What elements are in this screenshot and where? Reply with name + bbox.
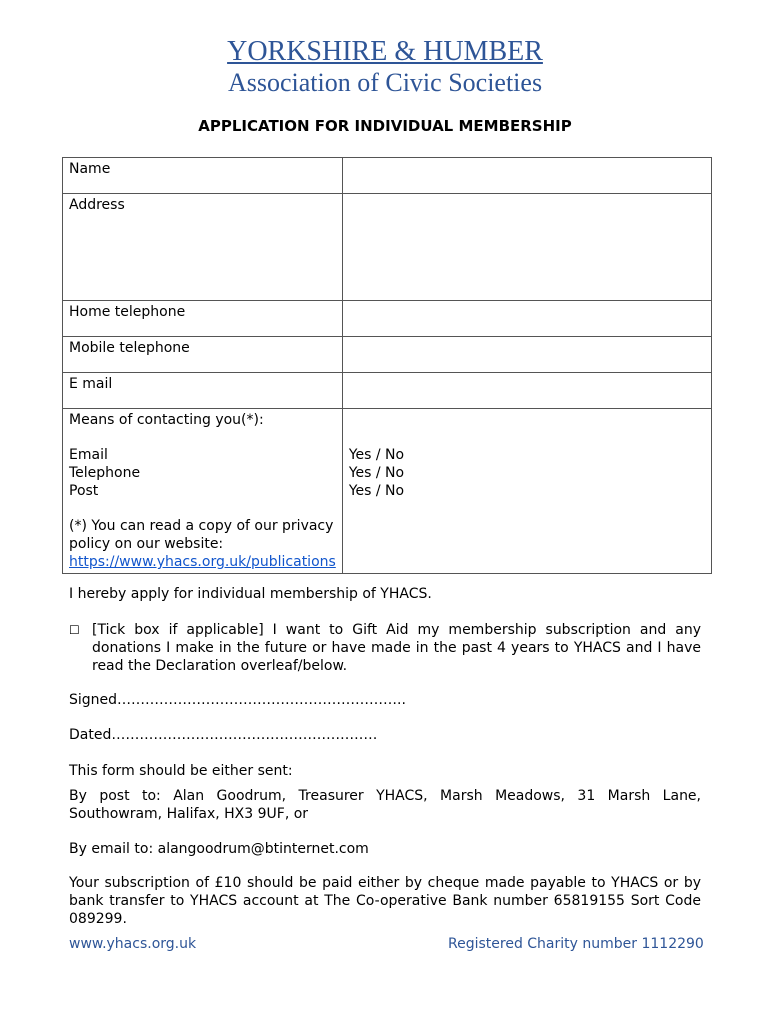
gift-aid-checkbox[interactable]: ☐ — [69, 623, 80, 637]
gift-aid-text: [Tick box if applicable] I want to Gift Aid my membership subscription and any donations I make in the future or have made in the past 4 years to YHACS and I have read the Declaration overleaf/below. — [92, 622, 701, 674]
name-field[interactable] — [342, 158, 711, 194]
address-field[interactable] — [342, 194, 711, 301]
post-address: By post to: Alan Goodrum, Treasurer YHACS, Marsh Meadows, 31 Marsh Lane, Southowram, Halifax, HX3 9UF, or — [69, 788, 701, 822]
contact-email-choice[interactable]: Yes / No — [348, 447, 405, 463]
mobile-telephone-label: Mobile telephone — [63, 337, 343, 373]
footer-website[interactable]: www.yhacs.org.uk — [69, 936, 197, 952]
org-subtitle: Association of Civic Societies — [227, 68, 543, 97]
gift-aid-section — [69, 621, 701, 675]
org-name: YORKSHIRE & HUMBER — [227, 36, 543, 67]
contact-post-choice[interactable]: Yes / No — [348, 483, 405, 499]
address-label: Address — [63, 194, 343, 301]
send-intro: This form should be either sent: — [69, 763, 293, 779]
contact-option-post-label: Post — [69, 483, 99, 499]
email-address: By email to: alangoodrum@btinternet.com — [69, 841, 369, 857]
home-telephone-label: Home telephone — [63, 301, 343, 337]
apply-statement: I hereby apply for individual membership of YHACS. — [69, 586, 432, 602]
form-title: APPLICATION FOR INDIVIDUAL MEMBERSHIP — [198, 117, 572, 135]
email-field[interactable] — [342, 373, 711, 409]
mobile-telephone-field[interactable] — [342, 337, 711, 373]
contact-means-cell — [63, 409, 343, 574]
privacy-note: (*) You can read a copy of our privacy policy on our website: — [69, 518, 334, 552]
details-table — [62, 157, 712, 574]
signature-line[interactable]: Signed…………………………………………………….. — [69, 692, 406, 708]
email-label: E mail — [63, 373, 343, 409]
contact-telephone-choice[interactable]: Yes / No — [348, 465, 405, 481]
contact-option-telephone-label: Telephone — [69, 465, 141, 481]
footer-charity-number: Registered Charity number 1112290 — [448, 936, 704, 952]
privacy-policy-link[interactable]: https://www.yhacs.org.uk/publications — [69, 554, 336, 570]
contact-option-email-label: Email — [69, 447, 108, 463]
name-label: Name — [63, 158, 343, 194]
payment-info: Your subscription of £10 should be paid either by cheque made payable to YHACS or by bank transfer to YHACS account at The Co-operative Bank number 65819155 Sort Code 089299. — [69, 875, 701, 927]
home-telephone-field[interactable] — [342, 301, 711, 337]
date-line[interactable]: Dated………………………………………………… — [69, 727, 378, 743]
contact-values-cell — [342, 409, 711, 574]
contact-heading: Means of contacting you(*): — [69, 412, 264, 428]
